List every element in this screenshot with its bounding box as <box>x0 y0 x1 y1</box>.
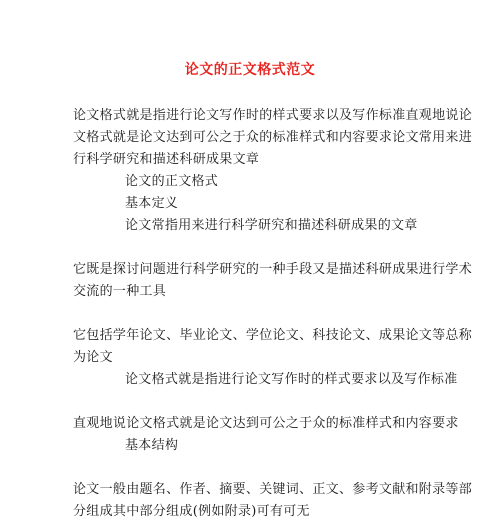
paragraph-line: 文格式就是论文达到可公之于众的标准样式和内容要求论文常用来进 <box>73 130 473 145</box>
paragraph-line: 它既是探讨问题进行科学研究的一种手段又是描述科研成果进行学术 <box>73 262 473 277</box>
indented-line: 论文格式就是指进行论文写作时的样式要求以及写作标准 <box>125 372 458 387</box>
indented-line: 基本结构 <box>125 438 179 453</box>
paragraph-line: 为论文 <box>73 350 113 365</box>
indented-line: 论文的正文格式 <box>125 174 219 189</box>
paragraph-line: 交流的一种工具 <box>73 284 167 299</box>
paragraph-line: 论文一般由题名、作者、摘要、关键词、正文、参考文献和附录等部 <box>73 482 473 497</box>
paragraph-line: 它包括学年论文、毕业论文、学位论文、科技论文、成果论文等总称 <box>73 328 473 343</box>
document-title: 论文的正文格式范文 <box>184 62 316 78</box>
indented-line: 论文常指用来进行科学研究和描述科研成果的文章 <box>125 218 418 233</box>
paragraph-line: 论文格式就是指进行论文写作时的样式要求以及写作标准直观地说论 <box>73 108 473 123</box>
paragraph-line: 直观地说论文格式就是论文达到可公之于众的标准样式和内容要求 <box>73 416 459 431</box>
paragraph-line: 分组成其中部分组成(例如附录)可有可无 <box>73 504 310 517</box>
indented-line: 基本定义 <box>125 196 179 211</box>
paragraph-line: 行科学研究和描述科研成果文章 <box>73 152 260 167</box>
